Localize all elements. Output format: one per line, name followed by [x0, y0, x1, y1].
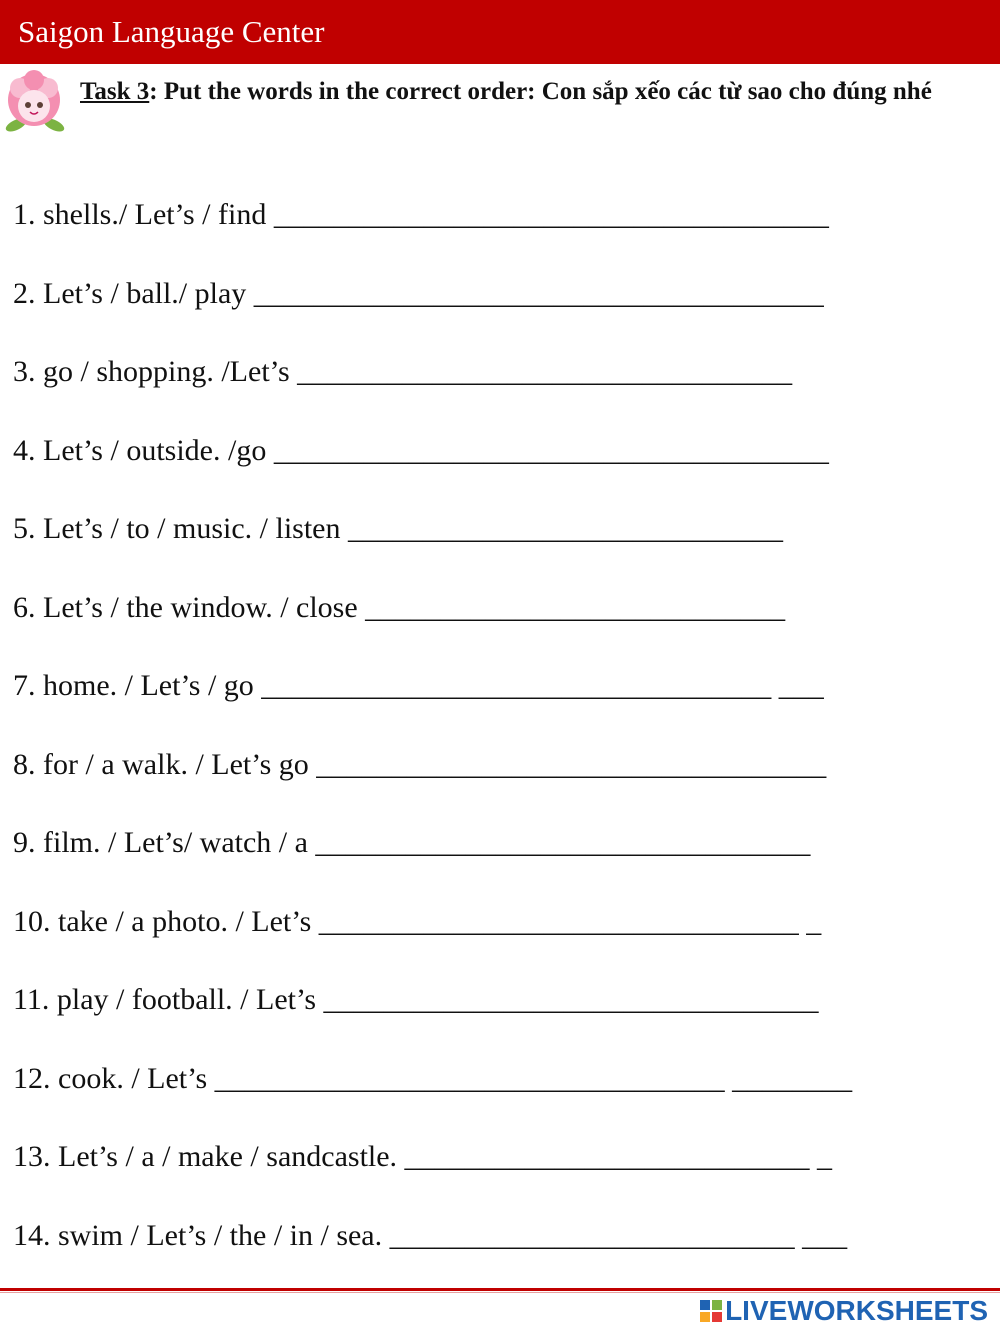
exercise-list	[13, 195, 998, 1294]
liveworksheets-logo-icon	[700, 1300, 722, 1322]
exercise-item[interactable]: 9. film. / Let’s/ watch / a _________________________________	[13, 826, 811, 859]
logo-text: LIVEWORKSHEETS	[725, 1295, 988, 1326]
task-label: Task 3	[80, 78, 150, 105]
task-instruction	[80, 74, 985, 110]
footer-divider	[0, 1288, 1000, 1291]
header-bar	[0, 0, 1000, 64]
exercise-item[interactable]: 11. play / football. / Let’s _________________________________	[13, 983, 819, 1016]
exercise-item[interactable]: 3. go / shopping. /Let’s _________________________________	[13, 355, 793, 388]
flower-icon	[2, 70, 66, 136]
exercise-item[interactable]: 12. cook. / Let’s __________________________________ ________	[13, 1061, 853, 1095]
exercise-item[interactable]: 7. home. / Let’s / go __________________________________ ___	[13, 669, 824, 702]
liveworksheets-logo[interactable]	[700, 1292, 988, 1330]
exercise-item[interactable]: 6. Let’s / the window. / close ____________________________	[13, 590, 786, 624]
exercise-item[interactable]: 4. Let’s / outside. /go _____________________________________	[13, 433, 829, 467]
exercise-item[interactable]: 14. swim / Let’s / the / in / sea. ___________________________ ___	[13, 1218, 848, 1252]
exercise-item[interactable]: 8. for / a walk. / Let’s go __________________________________	[13, 747, 827, 781]
header-title: Saigon Language Center	[18, 14, 325, 49]
exercise-item[interactable]: 1. shells./ Let’s / find _____________________________________	[13, 198, 829, 231]
exercise-item[interactable]: 10. take / a photo. / Let’s ________________________________ _	[13, 904, 822, 938]
exercise-item[interactable]: 2. Let’s / ball./ play ______________________________________	[13, 276, 824, 310]
task-text: : Put the words in the correct order: Con sắp xếo các từ sao cho đúng nhé	[149, 78, 932, 105]
exercise-item[interactable]: 13. Let’s / a / make / sandcastle. ___________________________ _	[13, 1140, 833, 1173]
exercise-item[interactable]: 5. Let’s / to / music. / listen _____________________________	[13, 512, 783, 545]
